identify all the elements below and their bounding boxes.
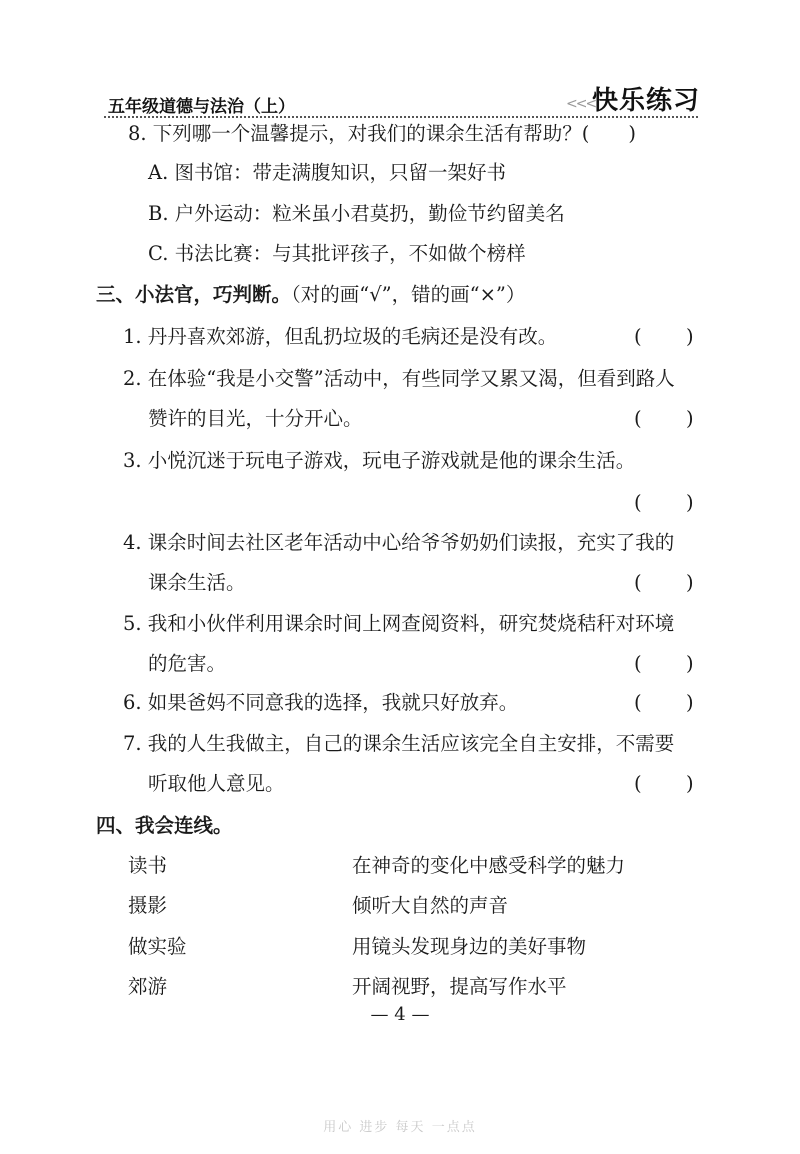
header-divider <box>104 116 698 118</box>
match-right-item[interactable]: 在神奇的变化中感受科学的魅力 <box>352 854 626 877</box>
match-right-item[interactable]: 倾听大自然的声音 <box>352 894 509 917</box>
judge-item-4: 4. 课余时间去社区老年活动中心给爷爷奶奶们读报，充实了我的 <box>123 531 675 554</box>
judge-item-3: 3. 小悦沉迷于玩电子游戏，玩电子游戏就是他的课余生活。 <box>123 449 636 472</box>
judge-item-2-continued: 赞许的目光，十分开心。 <box>148 407 363 430</box>
match-left-item[interactable]: 读书 <box>128 854 168 877</box>
page-footer: 用心 进步 每天 一点点 <box>323 1120 477 1135</box>
match-right-item[interactable]: 用镜头发现身边的美好事物 <box>352 935 587 958</box>
match-left-item[interactable]: 郊游 <box>128 975 168 998</box>
judge-item-5: 5. 我和小伙伴利用课余时间上网查阅资料，研究焚烧秸秆对环境 <box>123 612 675 635</box>
section-3-heading <box>96 282 525 308</box>
answer-blank-3[interactable]: ( ) <box>634 491 694 514</box>
judge-item-5-continued: 的危害。 <box>148 652 227 675</box>
section-3-instruction: （对的画“√”，错的画“×”） <box>291 283 526 306</box>
judge-item-6: 6. 如果爸妈不同意我的选择，我就只好放弃。 <box>123 691 519 714</box>
answer-blank-7[interactable]: ( ) <box>634 772 694 795</box>
question-8-option-b: B. 户外运动：粒米虽小君莫扔，勤俭节约留美名 <box>148 202 565 225</box>
running-header-label: 快乐练习 <box>592 86 701 116</box>
answer-blank-6[interactable]: ( ) <box>634 691 694 714</box>
question-8-option-a: A. 图书馆：带走满腹知识，只留一架好书 <box>148 161 506 184</box>
chevrons-icon: <<< <box>566 96 596 112</box>
section-4-title: 四、我会连线。 <box>96 814 233 837</box>
page-number: — 4 — <box>370 1004 430 1025</box>
answer-blank-4[interactable]: ( ) <box>634 571 694 594</box>
judge-item-2: 2. 在体验“我是小交警”活动中，有些同学又累又渴，但看到路人 <box>123 367 675 390</box>
match-right-item[interactable]: 开阔视野，提高写作水平 <box>352 975 567 998</box>
answer-blank-2[interactable]: ( ) <box>634 407 694 430</box>
answer-blank-1[interactable]: ( ) <box>634 325 694 348</box>
question-8-stem: 8. 下列哪一个温馨提示，对我们的课余生活有帮助？( ) <box>128 122 637 145</box>
match-left-item[interactable]: 做实验 <box>128 935 187 958</box>
judge-item-7: 7. 我的人生我做主，自己的课余生活应该完全自主安排，不需要 <box>123 732 675 755</box>
judge-item-1: 1. 丹丹喜欢郊游，但乱扔垃圾的毛病还是没有改。 <box>123 325 558 348</box>
running-header-title: 五年级道德与法治（上） <box>108 97 295 117</box>
judge-item-7-continued: 听取他人意见。 <box>148 772 285 795</box>
judge-item-4-continued: 课余生活。 <box>148 571 246 594</box>
answer-blank-5[interactable]: ( ) <box>634 652 694 675</box>
section-3-title: 三、小法官，巧判断。 <box>96 283 292 306</box>
match-left-item[interactable]: 摄影 <box>128 894 168 917</box>
question-8-option-c: C. 书法比赛：与其批评孩子，不如做个榜样 <box>148 242 526 265</box>
